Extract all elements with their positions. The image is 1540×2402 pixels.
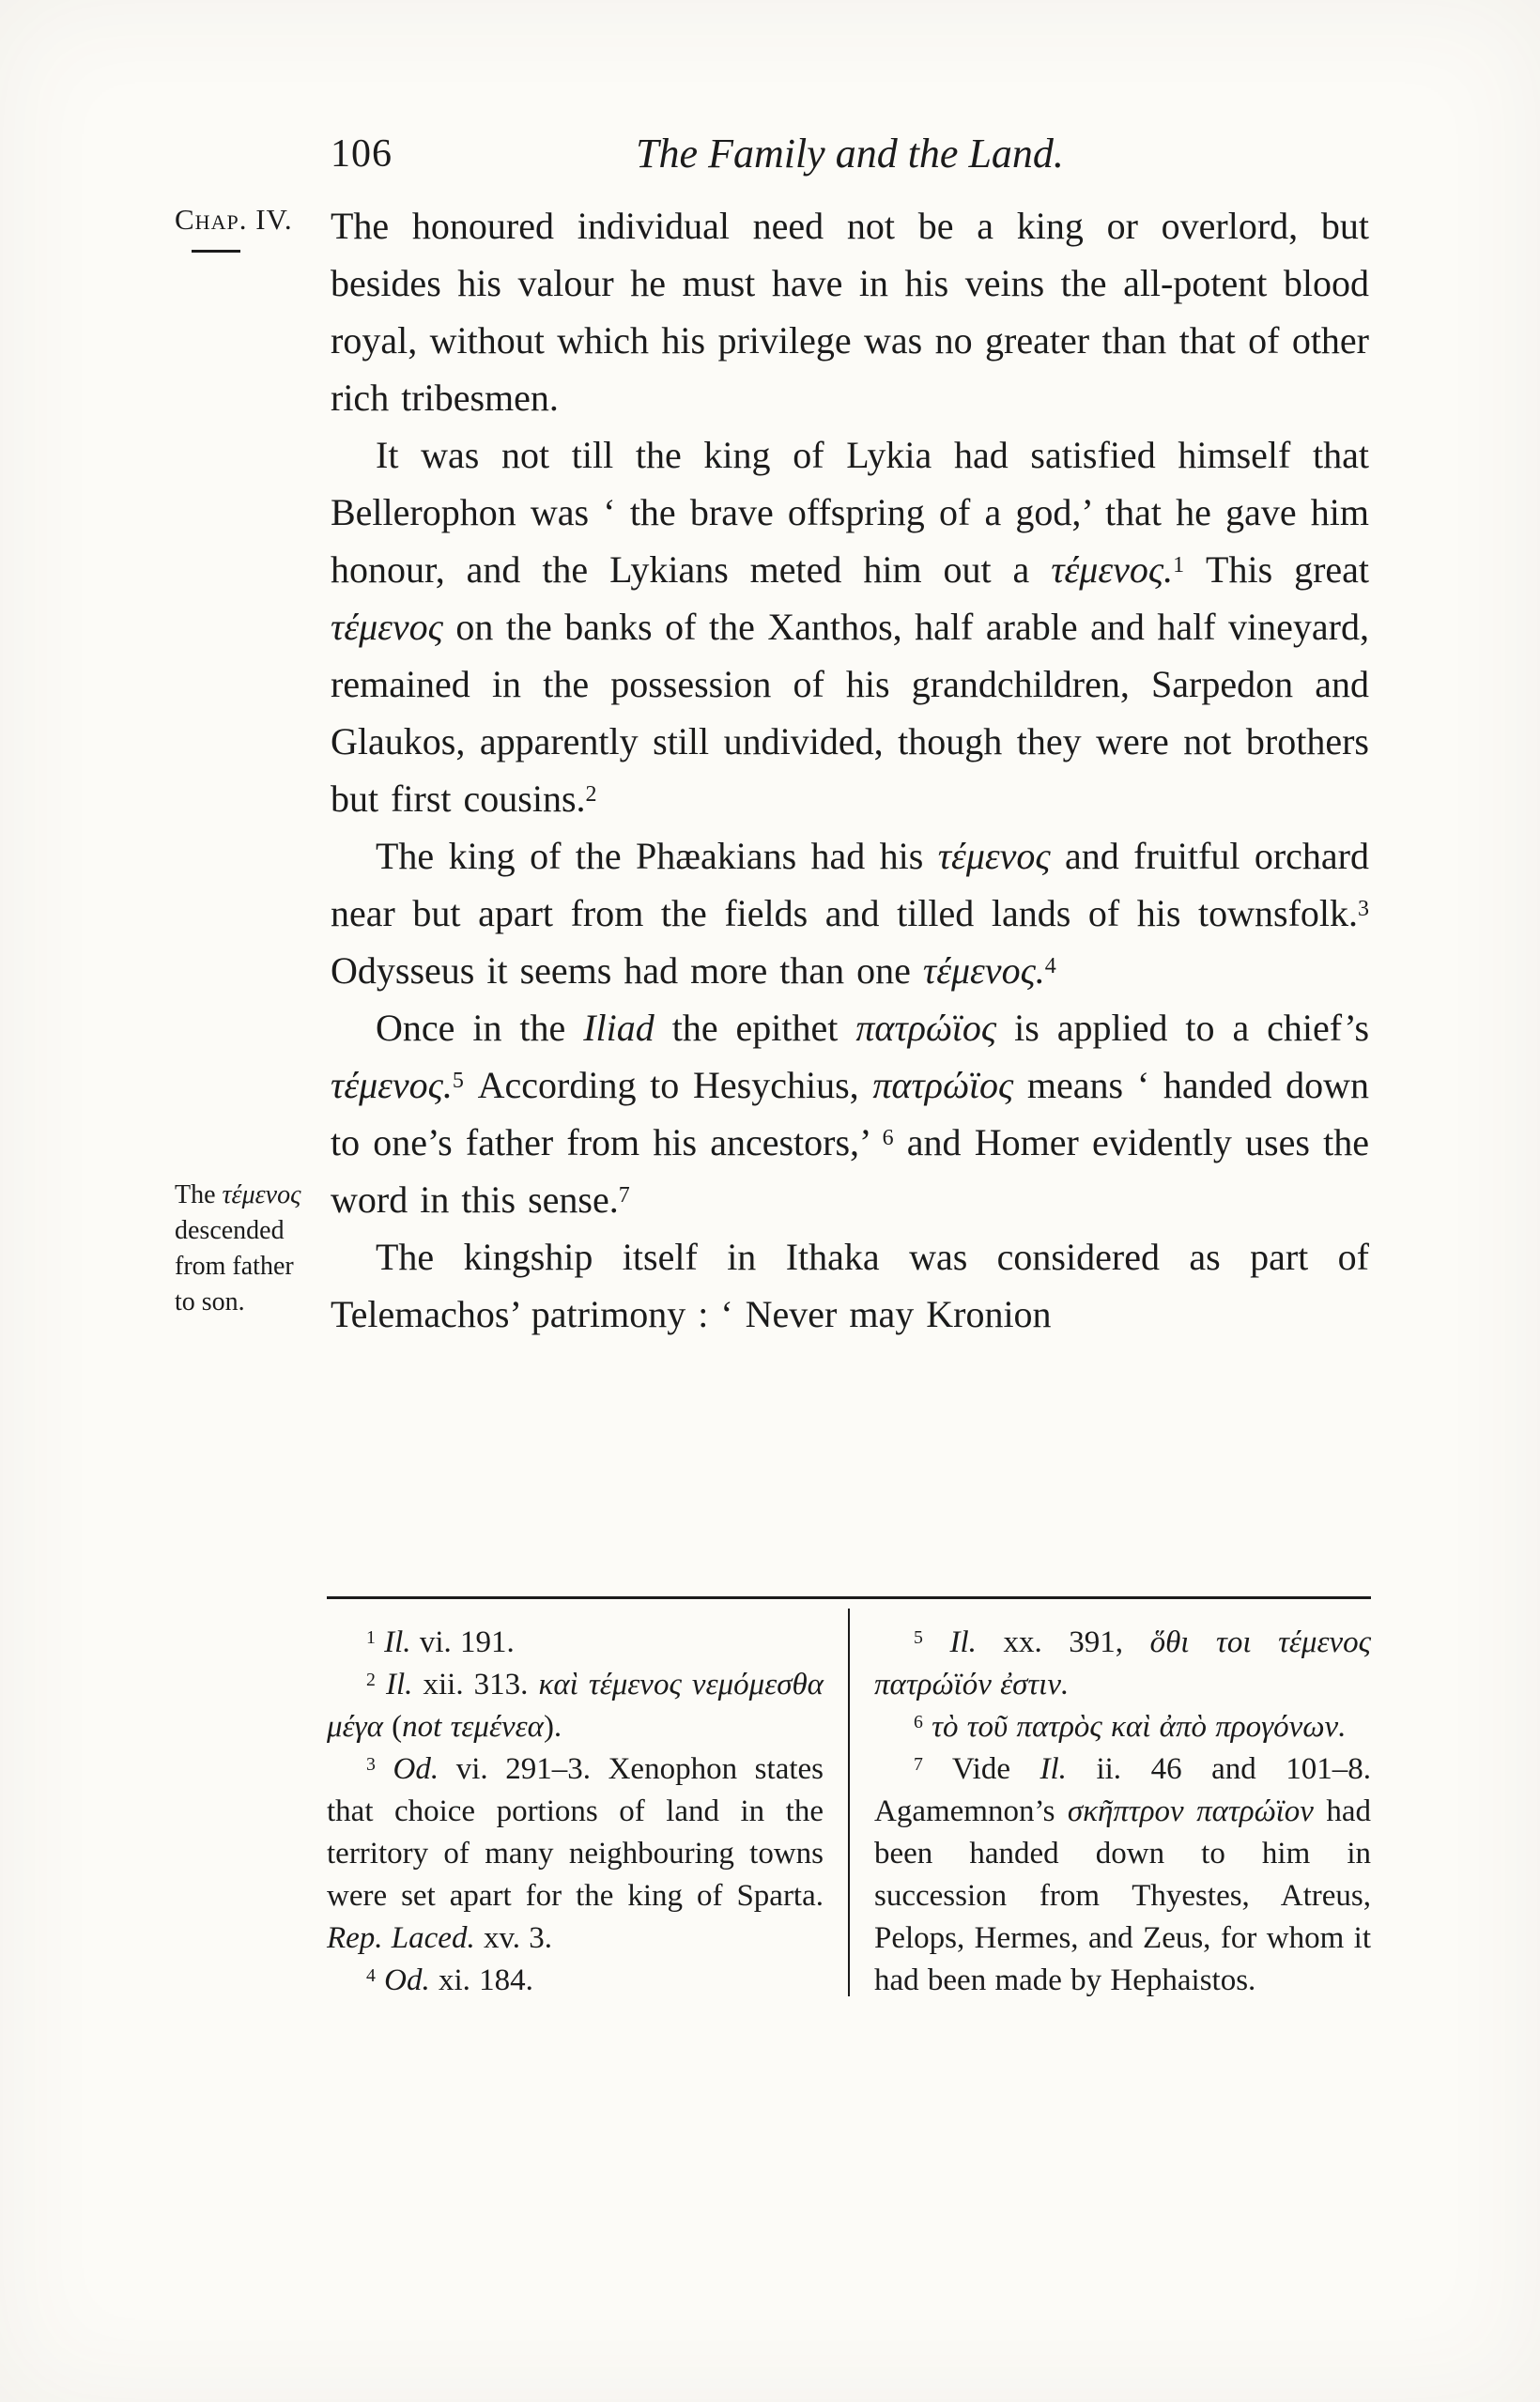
footnote-marker: 4 xyxy=(1044,954,1056,979)
text-run: It was not till the king of Lykia had satisfied himself that Bellerophon was ‘ the brave offspring of a god,’ that he gave him honour, and the Lykians meted him out a xyxy=(331,434,1369,591)
text-run: Once in the xyxy=(376,1007,584,1049)
italic-term: πατρώϊος xyxy=(855,1007,997,1049)
italic-term: καὶ τέμενος νεμόμεσθα μέγα xyxy=(327,1668,824,1744)
text-run xyxy=(441,1710,450,1744)
text-run: xv. 3. xyxy=(474,1921,553,1955)
footnote xyxy=(327,1664,824,1748)
chapter-rule xyxy=(192,250,240,253)
page-number: 106 xyxy=(331,132,393,176)
side-note xyxy=(175,1178,317,1320)
footnote-marker: 2 xyxy=(585,782,597,808)
text-run: xii. 313. xyxy=(412,1668,539,1701)
italic-term: τέμενος xyxy=(222,1180,301,1209)
footnote-section xyxy=(327,1596,1371,2002)
footnote xyxy=(327,1960,824,2002)
footnote xyxy=(874,1622,1371,1706)
text-run: vi. 291–3. Xenophon states that choice portions of land in the territory of many neighbouring towns were set apart for the king of Sparta. xyxy=(327,1752,824,1913)
text-run: The king of the Phæakians had his xyxy=(376,835,938,877)
text-run: ii. 46 and 101–8. Agamemnon’s xyxy=(874,1752,1372,1828)
text-run xyxy=(923,1710,932,1744)
footnote-marker: 4 xyxy=(366,1965,376,1987)
text-run: descended from father to son. xyxy=(175,1216,294,1316)
body-text xyxy=(331,197,1369,1343)
chapter-label: Chap. IV. xyxy=(175,203,293,236)
italic-term: Il. xyxy=(385,1668,413,1701)
footnote-marker: 7 xyxy=(914,1754,923,1776)
paragraph xyxy=(331,1228,1369,1343)
text-run: and fruitful orchard near but apart from the fields and tilled lands of his townsfolk. xyxy=(331,835,1369,934)
footnote xyxy=(874,1748,1371,2002)
text-run: Vide xyxy=(922,1752,1040,1786)
footnote-marker: 6 xyxy=(882,1126,894,1151)
running-title: The Family and the Land. xyxy=(636,131,1064,177)
footnote xyxy=(874,1706,1371,1748)
italic-term: τέμενος xyxy=(331,606,443,648)
italic-term: τεμένεα xyxy=(450,1710,544,1744)
footnote xyxy=(327,1622,824,1664)
text-run xyxy=(376,1963,384,1997)
italic-term: τὸ τοῦ πατρὸς καὶ ἀπὸ προγόνων. xyxy=(932,1710,1347,1744)
text-run: Odysseus it seems had more than one xyxy=(331,949,923,992)
footnote-marker: 7 xyxy=(618,1183,630,1209)
text-run: The honoured individual need not be a king or overlord, but besides his valour he must have in his veins the all-potent blood royal, without which his privilege was no greater than that of other rich tribesmen. xyxy=(331,205,1369,419)
body-paragraphs xyxy=(331,197,1369,1343)
text-run: and Homer evidently uses the word in this sense. xyxy=(331,1121,1369,1221)
paragraph xyxy=(331,426,1369,827)
italic-term: τέμενος. xyxy=(331,1064,453,1106)
footnote-marker: 1 xyxy=(1173,553,1185,578)
text-run: ). xyxy=(543,1710,562,1744)
text-run: vi. 191. xyxy=(410,1625,515,1659)
italic-term: Iliad xyxy=(583,1007,654,1049)
italic-term: τέμενος. xyxy=(922,949,1045,992)
text-run: had been handed down to him in succession from Thyestes, Atreus, Pelops, Hermes, and Zeus, for whom it had been made by Hephaistos. xyxy=(874,1794,1371,1997)
footnote-marker: 1 xyxy=(366,1627,376,1649)
italic-term: τέμενος. xyxy=(1051,548,1174,591)
italic-term: πατρώϊος xyxy=(872,1064,1014,1106)
italic-term: Il. xyxy=(384,1625,411,1659)
italic-term: not xyxy=(402,1710,442,1744)
italic-term: τέμενος xyxy=(937,835,1051,877)
italic-term: Il. xyxy=(949,1625,977,1659)
text-run xyxy=(376,1625,384,1659)
paragraph xyxy=(331,999,1369,1228)
text-run xyxy=(376,1752,393,1786)
text-run xyxy=(923,1625,950,1659)
footnotes-left-column xyxy=(327,1622,848,2002)
text-run: ( xyxy=(382,1710,403,1744)
text-run: The xyxy=(175,1180,223,1209)
footnote-columns xyxy=(327,1622,1371,2002)
footnotes-right-column xyxy=(850,1622,1371,2002)
italic-term: Od. xyxy=(384,1963,430,1997)
italic-term: Il. xyxy=(1040,1752,1067,1786)
footnote-marker: 5 xyxy=(914,1627,923,1649)
italic-term: Od. xyxy=(393,1752,439,1786)
text-run: the epithet xyxy=(654,1007,856,1049)
text-run: The kingship itself in Ithaka was considered as part of Telemachos’ patrimony : ‘ Never may Kronion xyxy=(331,1236,1369,1335)
chapter-margin-note xyxy=(175,203,316,253)
page-header xyxy=(331,130,1369,186)
footnote-marker: 2 xyxy=(366,1670,376,1691)
paragraph xyxy=(331,827,1369,999)
footnote-marker: 3 xyxy=(1358,897,1369,922)
italic-term: Rep. Laced. xyxy=(327,1921,475,1955)
italic-term: σκῆπτρον πατρώϊον xyxy=(1067,1794,1314,1828)
text-run: xx. 391, xyxy=(976,1625,1150,1659)
italic-term: ὅθι τοι τέμενος πατρώϊόν ἐστιν. xyxy=(874,1625,1372,1701)
text-run: This great xyxy=(1184,548,1370,591)
text-run: is applied to a chief’s xyxy=(996,1007,1370,1049)
footnote-rule xyxy=(327,1596,1371,1599)
text-run: According to Hesychius, xyxy=(463,1064,873,1106)
paragraph xyxy=(331,197,1369,426)
text-run: on the banks of the Xanthos, half arable and half vineyard, remained in the possession of his grandchildren, Sarpedon and Glaukos, apparently still undivided, though they were not brothers but first cousins. xyxy=(331,606,1369,820)
footnote xyxy=(327,1748,824,1960)
footnote-marker: 5 xyxy=(452,1069,464,1094)
footnote-marker: 6 xyxy=(914,1712,923,1733)
footnote-marker: 3 xyxy=(366,1754,376,1776)
text-run: means ‘ handed down to one’s father from his ancestors,’ xyxy=(331,1064,1369,1163)
text-run xyxy=(376,1668,386,1701)
text-run: xi. 184. xyxy=(429,1963,533,1997)
